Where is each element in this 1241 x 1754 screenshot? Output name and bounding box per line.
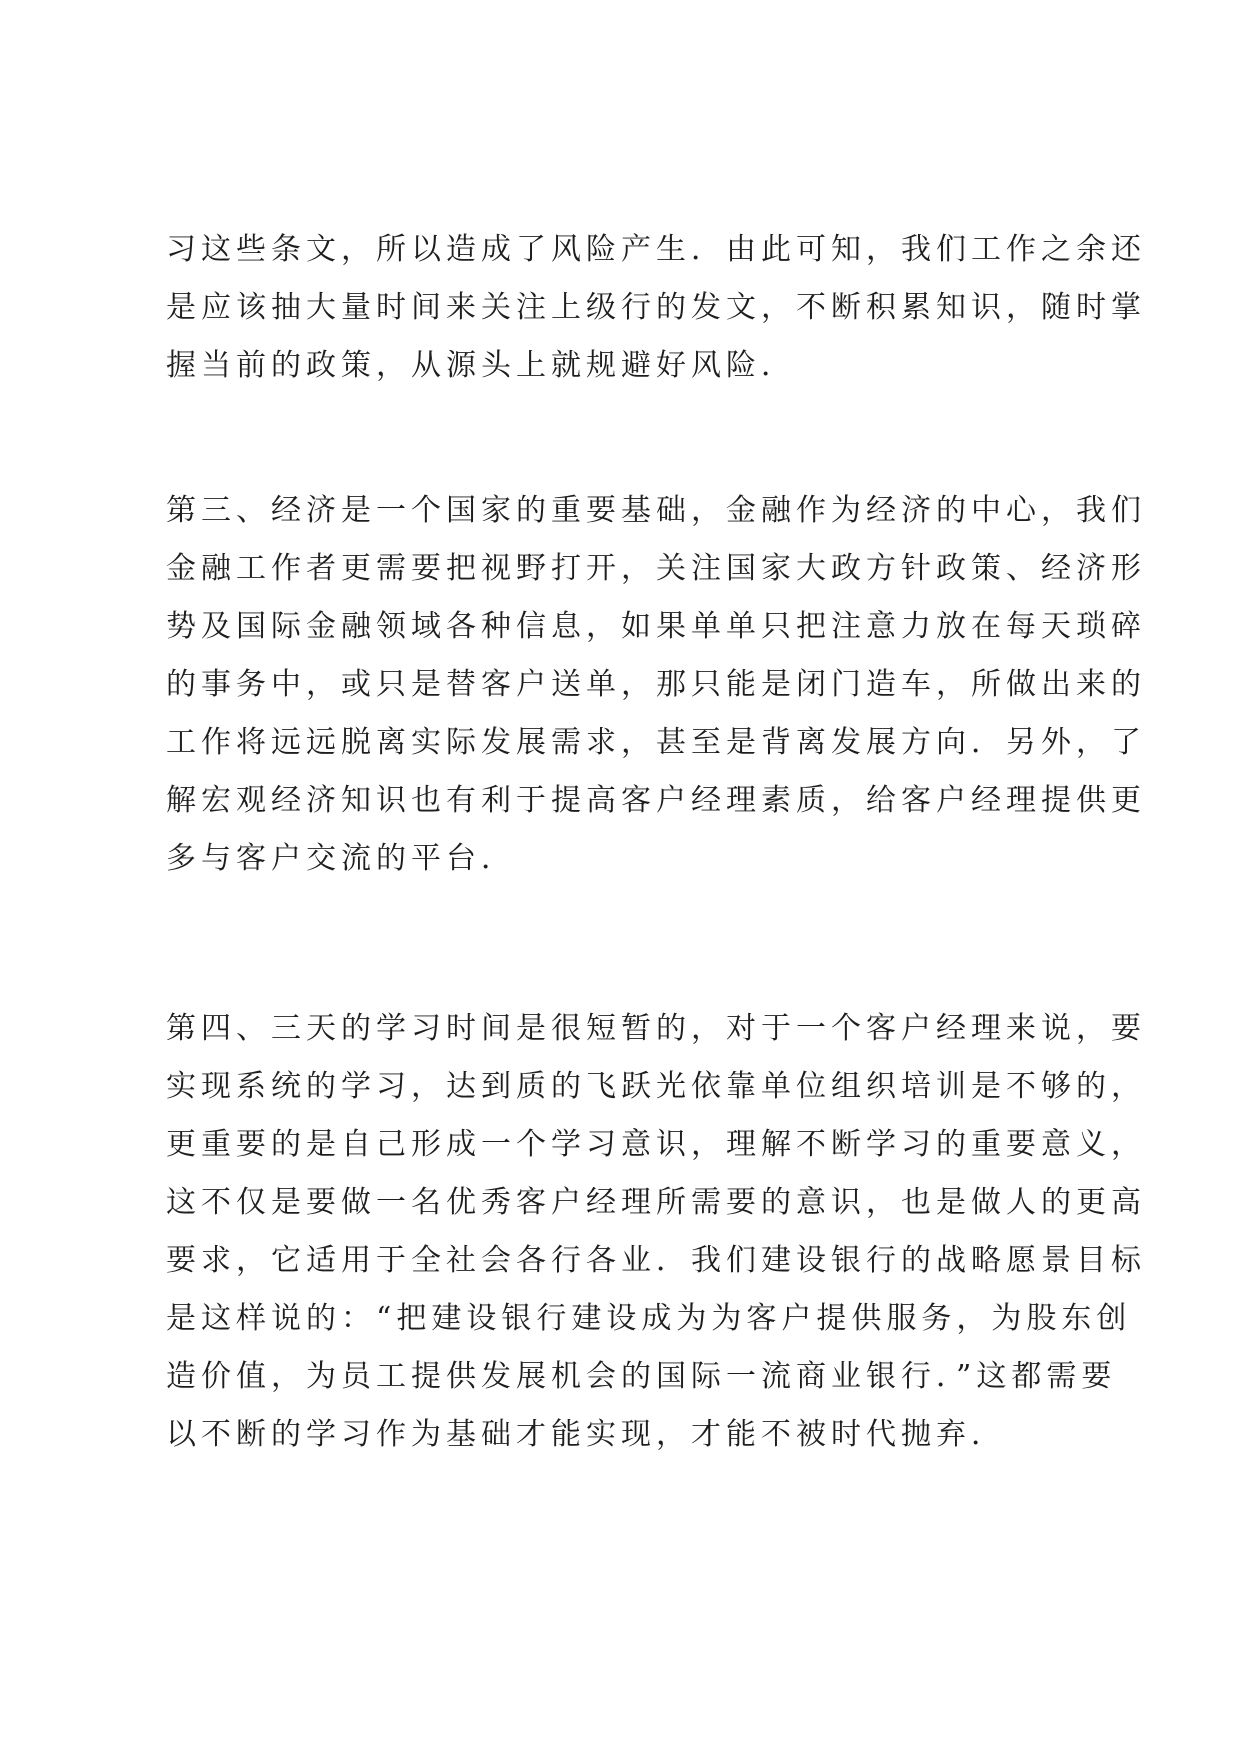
text-line: 握当前的政策，从源头上就规避好风险．: [166, 348, 796, 383]
text-line: 以不断的学习作为基础才能实现，才能不被时代抛弃．: [166, 1417, 1006, 1452]
text-line: 金融工作者更需要把视野打开，关注国家大政方针政策、经济形: [166, 551, 1146, 586]
text-line: 是这样说的：“把建设银行建设成为为客户提供服务，为股东创: [166, 1301, 1132, 1336]
paragraph-fourth-point: [166, 1000, 1146, 1464]
text-line: 习这些条文，所以造成了风险产生．由此可知，我们工作之余还: [166, 232, 1146, 267]
text-line: 实现系统的学习，达到质的飞跃光依靠单位组织培训是不够的，: [166, 1069, 1146, 1104]
text-line: 是应该抽大量时间来关注上级行的发文，不断积累知识，随时掌: [166, 290, 1146, 325]
text-line: 更重要的是自己形成一个学习意识，理解不断学习的重要意义，: [166, 1127, 1146, 1162]
text-line: 解宏观经济知识也有利于提高客户经理素质，给客户经理提供更: [166, 783, 1146, 818]
text-line: 势及国际金融领域各种信息，如果单单只把注意力放在每天琐碎: [166, 609, 1146, 644]
text-line: 造价值，为员工提供发展机会的国际一流商业银行．”这都需要: [166, 1359, 1117, 1394]
text-line: 这不仅是要做一名优秀客户经理所需要的意识，也是做人的更高: [166, 1185, 1146, 1220]
text-line: 工作将远远脱离实际发展需求，甚至是背离发展方向．另外，了: [166, 725, 1146, 760]
text-line: 的事务中，或只是替客户送单，那只能是闭门造车，所做出来的: [166, 667, 1146, 702]
paragraph-risk-policy: [166, 221, 1146, 395]
text-line: 第四、三天的学习时间是很短暂的，对于一个客户经理来说，要: [166, 1011, 1146, 1046]
text-line: 多与客户交流的平台．: [166, 841, 516, 876]
text-line: 第三、经济是一个国家的重要基础，金融作为经济的中心，我们: [166, 493, 1146, 528]
paragraph-third-point: [166, 482, 1146, 888]
text-line: 要求，它适用于全社会各行各业．我们建设银行的战略愿景目标: [166, 1243, 1146, 1278]
